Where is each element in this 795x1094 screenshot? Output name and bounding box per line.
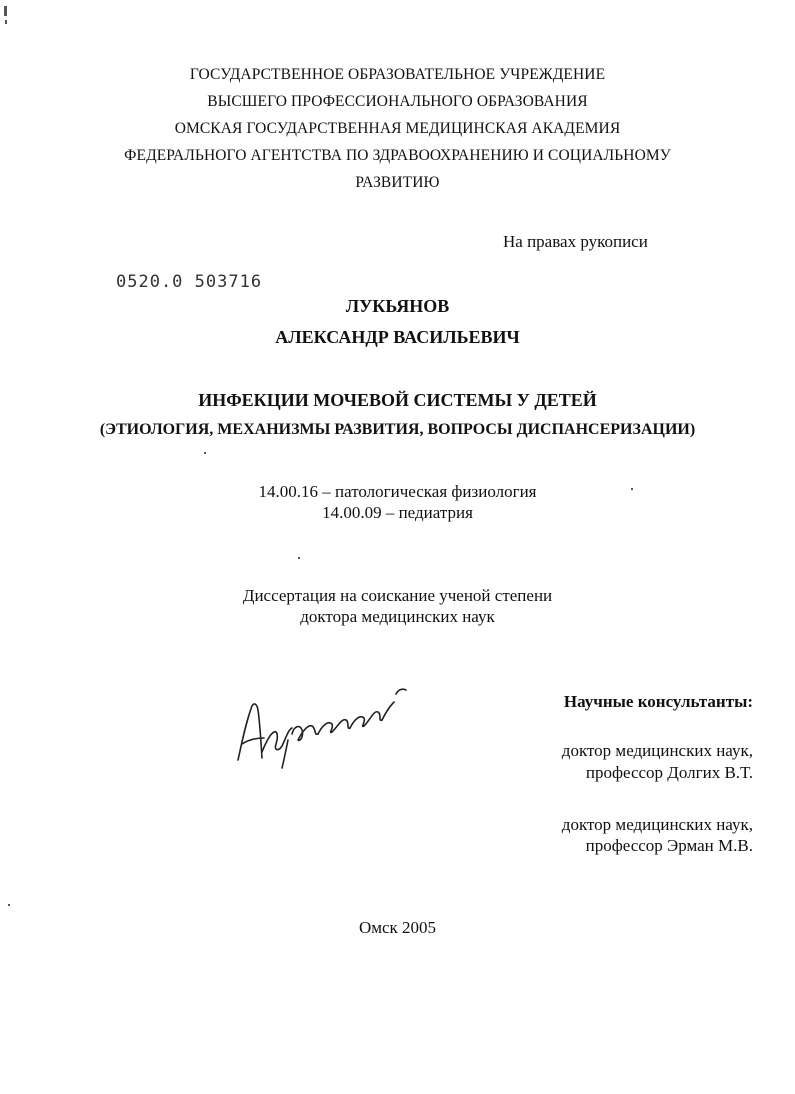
consultant-name: профессор Эрман М.В. <box>585 836 753 855</box>
scan-speck <box>298 557 300 559</box>
scan-speck <box>8 904 10 906</box>
scan-speck <box>204 452 206 454</box>
archive-stamp: 0520.0 503716 <box>116 272 263 292</box>
author-surname: ЛУКЬЯНОВ <box>345 296 450 316</box>
dissertation-subtitle: (ЭТИОЛОГИЯ, МЕХАНИЗМЫ РАЗВИТИЯ, ВОПРОСЫ ДИСПАНСЕРИЗАЦИИ) <box>99 421 696 438</box>
degree-line: Диссертация на соискание ученой степени <box>242 586 553 605</box>
consultant-degree: доктор медицинских наук, <box>561 815 753 834</box>
author-given-names: АЛЕКСАНДР ВАСИЛЬЕВИЧ <box>275 327 520 347</box>
specialty-code: 14.00.09 – педиатрия <box>322 503 473 522</box>
institution-line: ФЕДЕРАЛЬНОГО АГЕНТСТВА ПО ЗДРАВООХРАНЕНИЮ И СОЦИАЛЬНОМУ <box>124 147 671 164</box>
manuscript-note: На правах рукописи <box>503 232 648 251</box>
scan-mark <box>5 20 7 24</box>
dissertation-title: ИНФЕКЦИИ МОЧЕВОЙ СИСТЕМЫ У ДЕТЕЙ <box>198 390 597 410</box>
author-signature <box>228 672 428 772</box>
specialty-code: 14.00.16 – патологическая физиология <box>258 482 537 501</box>
institution-line: ВЫСШЕГО ПРОФЕССИОНАЛЬНОГО ОБРАЗОВАНИЯ <box>207 93 588 110</box>
consultant-degree: доктор медицинских наук, <box>561 741 753 760</box>
place-year: Омск 2005 <box>358 918 437 937</box>
scan-mark <box>4 6 7 16</box>
institution-line: ГОСУДАРСТВЕННОЕ ОБРАЗОВАТЕЛЬНОЕ УЧРЕЖДЕНИЕ <box>189 66 606 83</box>
consultant-name: профессор Долгих В.Т. <box>585 763 753 782</box>
institution-line: РАЗВИТИЮ <box>355 174 440 191</box>
consultants-heading: Научные консультанты: <box>563 692 753 711</box>
degree-line: доктора медицинских наук <box>300 607 495 626</box>
institution-line: ОМСКАЯ ГОСУДАРСТВЕННАЯ МЕДИЦИНСКАЯ АКАДЕМИЯ <box>174 120 621 137</box>
